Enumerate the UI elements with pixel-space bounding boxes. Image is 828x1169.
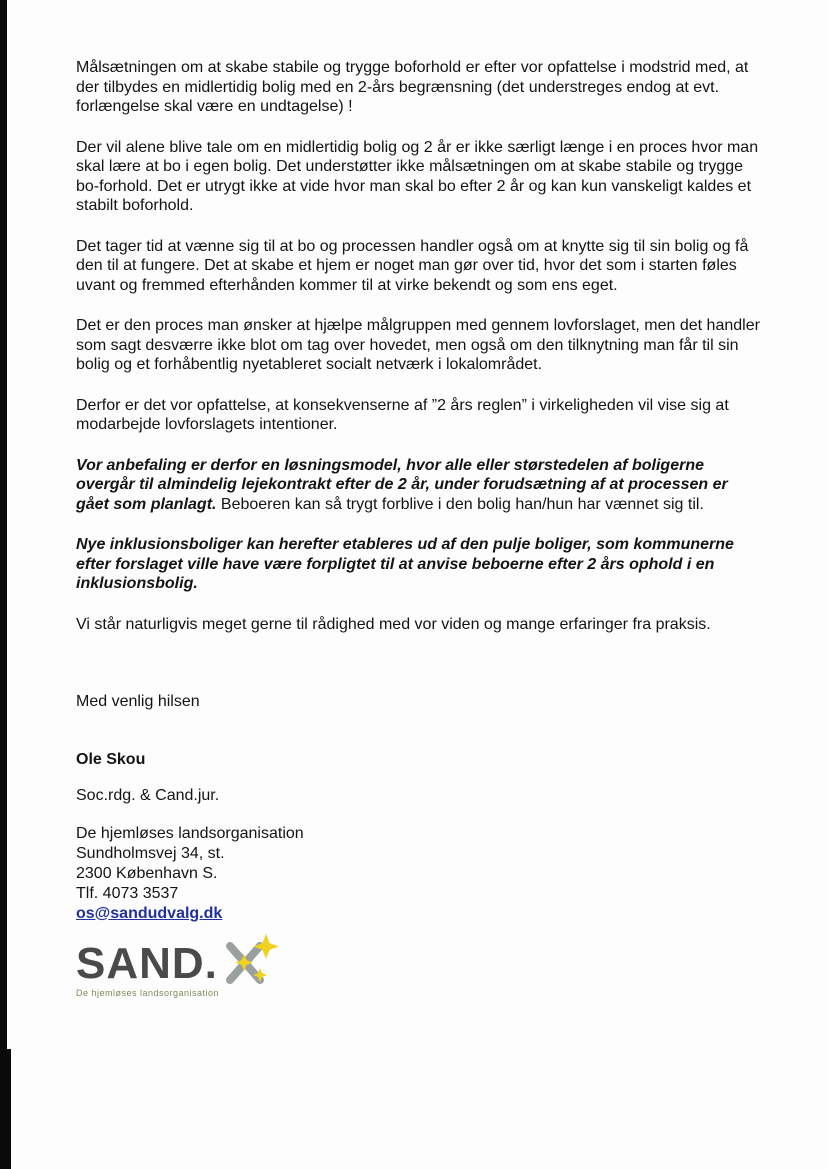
- sand-logo-text: SAND.: [76, 938, 218, 988]
- paragraph-4: Det er den proces man ønsker at hjælpe målgruppen med gennem lovforslaget, men det handler som sagt desværre ikke blot om tag over hovedet, men også om den tilknytning man får til sin bolig og et forhåbentlig nyetableret socialt netværk i lokalområdet.: [76, 317, 760, 373]
- recommendation-normal: Beboeren kan så trygt forblive i den bolig han/hun har vænnet sig til.: [216, 495, 704, 513]
- organization-name: De hjemløses landsorganisation: [76, 824, 304, 842]
- valediction: Med venlig hilsen: [76, 693, 200, 710]
- paragraph-2: Der vil alene blive tale om en midlertidig bolig og 2 år er ikke særligt længe i en proces hvor man skal lære at bo i egen bolig. Det understøtter ikke målsætningen om at skabe stabile og trygge bo-forhold. Det er utrygt ikke at vide hvor man skal bo efter 2 år og kan kun vanskeligt kaldes et stabilt boforhold.: [76, 138, 759, 214]
- signature-name: Ole Skou: [76, 750, 146, 768]
- scan-artifact-left-edge: [0, 0, 7, 1169]
- letter-body: [76, 58, 762, 998]
- street-address: Sundholmsvej 34, st.: [76, 844, 225, 862]
- paragraph-3: Det tager tid at vænne sig til at bo og processen handler også om at knytte sig til sin bolig og få den til at fungere. Det at skabe et hjem er noget man gør over tid, hvor det som i starten føles uvant og fremmed efterhånden kommer til at virke bekendt og som ens eget.: [76, 237, 749, 294]
- paragraph-1: Målsætningen om at skabe stabile og trygge boforhold er efter vor opfattelse i modstrid med, at der tilbydes en midlertidig bolig med en 2-års begrænsning (det understreges endog at evt. forlængelse skal være en undtagelse) !: [76, 59, 749, 115]
- sand-logo: [76, 934, 762, 986]
- paragraph-recommendation: [76, 456, 762, 515]
- paragraph-closing: Vi står naturligvis meget gerne til rådighed med vor viden og mange erfaringer fra praksis.: [76, 615, 711, 633]
- phone-number: Tlf. 4073 3537: [76, 884, 179, 902]
- signature-title: Soc.rdg. & Cand.jur.: [76, 787, 220, 804]
- contact-block: [76, 824, 762, 924]
- sand-logo-x-icon: [220, 934, 278, 986]
- city-address: 2300 København S.: [76, 864, 218, 882]
- paragraph-5: Derfor er det vor opfattelse, at konsekvenserne af ”2 års reglen” i virkeligheden vil vise sig at modarbejde lovforslagets intentioner.: [76, 396, 729, 433]
- paragraph-emphasis: Nye inklusionsboliger kan herefter etableres ud af den pulje boliger, som kommunerne efter forslaget ville have være forpligtet til at anvise beboerne efter 2 års ophold i en inklusionsbolig.: [76, 536, 734, 592]
- recommendation-emphasis: Vor anbefaling er derfor en løsningsmodel, hvor alle eller størstedelen af boligerne overgår til almindelig lejekontrakt efter de 2 år, under forudsætning af at processen er gået som planlagt.: [76, 456, 728, 513]
- scan-artifact-left-bottom: [0, 1049, 11, 1169]
- email-link[interactable]: os@sandudvalg.dk: [76, 904, 223, 922]
- sand-logo-tagline: De hjemløses landsorganisation: [76, 987, 220, 998]
